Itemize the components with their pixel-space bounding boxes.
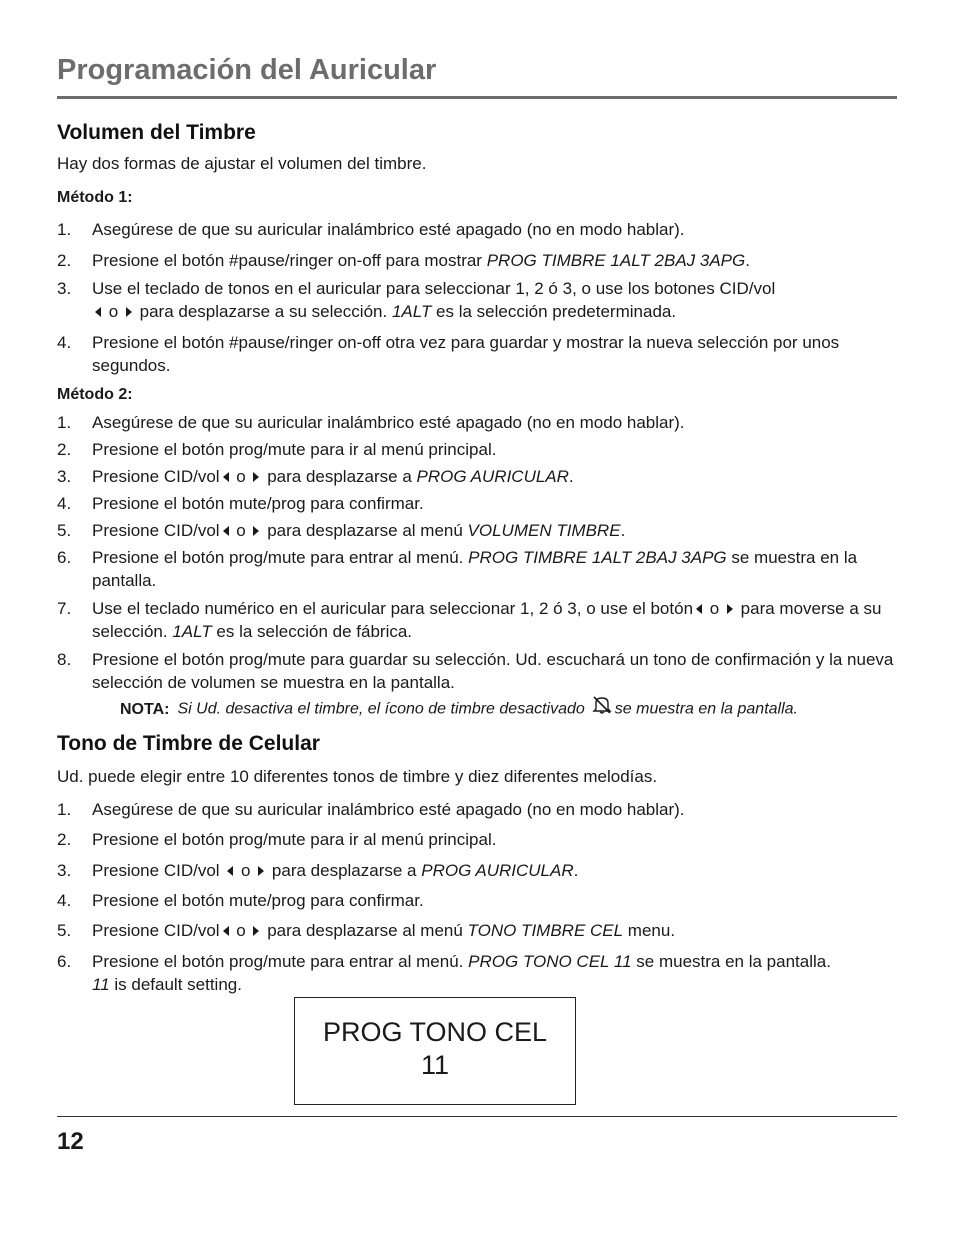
- section-heading-volumen: Volumen del Timbre: [57, 121, 256, 144]
- list-item: 1. Asegúrese de que su auricular inalámbrico esté apagado (no en modo hablar).: [57, 413, 685, 432]
- nota-label: NOTA:: [120, 700, 170, 718]
- display-line-1: PROG TONO CEL: [322, 1017, 548, 1047]
- list-item: 2. Presione el botón prog/mute para ir al menú principal.: [57, 440, 497, 459]
- list-item: 6. Presione el botón prog/mute para entrar al menú. PROG TIMBRE 1ALT 2BAJ 3APG se muestra en la pantalla.: [57, 548, 858, 590]
- left-arrow-icon: [223, 926, 229, 936]
- left-arrow-icon: [696, 604, 702, 614]
- list-item: 7. Use el teclado numérico en el auricular para seleccionar 1, 2 ó 3, o use el botón o para moverse a su selección. 1ALT es la selección de fábrica.: [57, 599, 882, 641]
- right-arrow-icon: [727, 604, 733, 614]
- page-title: Programación del Auricular: [57, 54, 437, 86]
- ringer-off-icon: [591, 695, 613, 720]
- list-item: 3. Presione CID/vol o para desplazarse a PROG AURICULAR.: [57, 861, 579, 880]
- title-divider: [57, 96, 897, 99]
- right-arrow-icon: [258, 866, 264, 876]
- nota: NOTA: Si Ud. desactiva el timbre, el ícono de timbre desactivado se muestra en la pantalla.: [120, 697, 798, 722]
- lcd-display: [294, 997, 576, 1105]
- right-arrow-icon: [253, 926, 259, 936]
- list-item: 6. Presione el botón prog/mute para entrar al menú. PROG TONO CEL 11 se muestra en la pantalla. 11 is default setting.: [57, 952, 831, 994]
- section-heading-tono: Tono de Timbre de Celular: [57, 732, 320, 755]
- tono-intro: Ud. puede elegir entre 10 diferentes tonos de timbre y diez diferentes melodías.: [57, 767, 658, 786]
- list-item: 2. Presione el botón prog/mute para ir al menú principal.: [57, 830, 497, 849]
- list-item: 4. Presione el botón mute/prog para confirmar.: [57, 494, 424, 513]
- footer-divider: [57, 1116, 897, 1117]
- right-arrow-icon: [253, 526, 259, 536]
- list-item: 2. Presione el botón #pause/ringer on-off para mostrar PROG TIMBRE 1ALT 2BAJ 3APG.: [57, 251, 750, 270]
- list-item: 8. Presione el botón prog/mute para guardar su selección. Ud. escuchará un tono de confirmación y la nueva selección de volumen se muestra en la pantalla.: [57, 650, 894, 692]
- metodo2-label: Método 2:: [57, 386, 133, 403]
- display-line-2: 11: [420, 1050, 450, 1080]
- list-item: 4. Presione el botón mute/prog para confirmar.: [57, 891, 424, 910]
- left-arrow-icon: [227, 866, 233, 876]
- list-item: 4. Presione el botón #pause/ringer on-off otra vez para guardar y mostrar la nueva selección por unos segundos.: [57, 333, 840, 375]
- volumen-intro: Hay dos formas de ajustar el volumen del timbre.: [57, 154, 427, 173]
- list-item: 3. Use el teclado de tonos en el auricular para seleccionar 1, 2 ó 3, o use los botones CID/vol o para desplazarse a su selección. 1ALT es la selección predeterminada.: [57, 279, 776, 321]
- right-arrow-icon: [126, 307, 132, 317]
- list-item: 1. Asegúrese de que su auricular inalámbrico esté apagado (no en modo hablar).: [57, 800, 685, 819]
- right-arrow-icon: [253, 472, 259, 482]
- list-item: 3. Presione CID/vol o para desplazarse a PROG AURICULAR.: [57, 467, 574, 486]
- metodo1-label: Método 1:: [57, 189, 133, 206]
- list-item: 1. Asegúrese de que su auricular inalámbrico esté apagado (no en modo hablar).: [57, 220, 685, 239]
- left-arrow-icon: [223, 472, 229, 482]
- list-item: 5. Presione CID/vol o para desplazarse al menú VOLUMEN TIMBRE.: [57, 521, 626, 540]
- left-arrow-icon: [95, 307, 101, 317]
- left-arrow-icon: [223, 526, 229, 536]
- page-number: 12: [57, 1128, 84, 1155]
- list-item: 5. Presione CID/vol o para desplazarse al menú TONO TIMBRE CEL menu.: [57, 921, 676, 940]
